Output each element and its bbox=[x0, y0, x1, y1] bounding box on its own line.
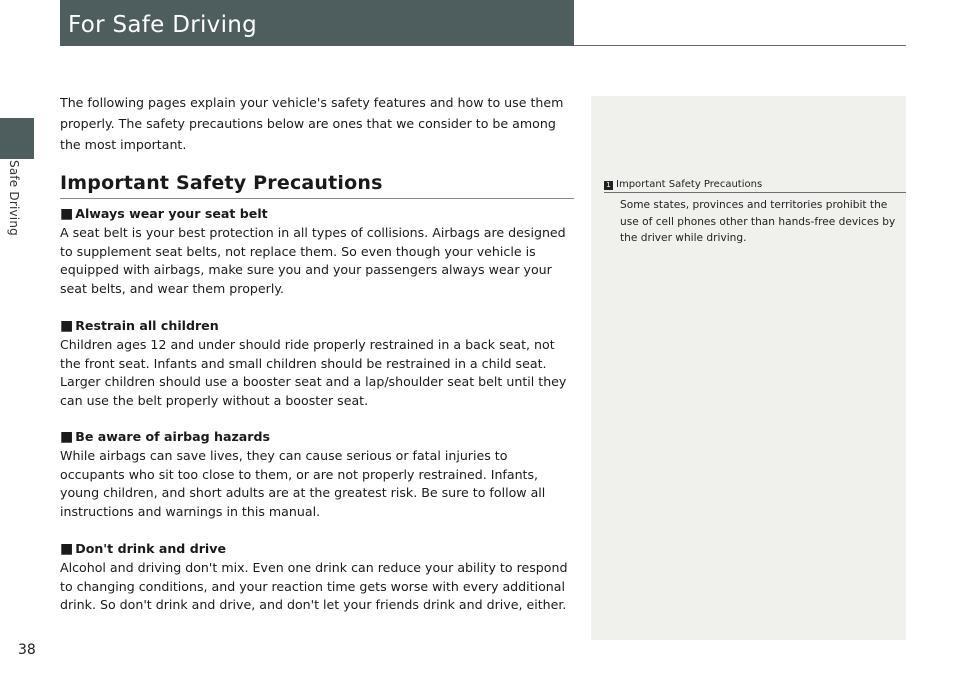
side-note-title: 1 Important Safety Precautions bbox=[604, 178, 762, 191]
side-note-body: Some states, provinces and territories prohibit the use of cell phones other than hands-free devices by the driver while driving. bbox=[620, 199, 896, 244]
section-heading: Important Safety Precautions bbox=[60, 172, 383, 194]
precaution-title: ■ Don't drink and drive bbox=[60, 541, 226, 557]
reference-marker-icon: 1 bbox=[604, 181, 613, 190]
intro-paragraph: The following pages explain your vehicle's safety features and how to use them properly. The safety precautions below are ones that we consider to be among the most important. bbox=[60, 95, 564, 152]
section-rule bbox=[60, 198, 574, 199]
precaution-airbags bbox=[60, 427, 574, 522]
precaution-title: ■ Restrain all children bbox=[60, 318, 219, 334]
square-bullet-icon: ■ bbox=[60, 541, 74, 557]
square-bullet-icon: ■ bbox=[60, 206, 74, 222]
precaution-title: ■ Be aware of airbag hazards bbox=[60, 429, 270, 445]
precaution-seat-belt bbox=[60, 204, 574, 299]
page-number: 38 bbox=[18, 642, 36, 658]
page-title: For Safe Driving bbox=[68, 12, 258, 38]
side-note-rule bbox=[604, 192, 906, 193]
square-bullet-icon: ■ bbox=[60, 429, 74, 445]
precaution-drink-drive bbox=[60, 539, 574, 615]
title-rule bbox=[574, 45, 906, 46]
square-bullet-icon: ■ bbox=[60, 318, 74, 334]
precaution-body: While airbags can save lives, they can cause serious or fatal injuries to occupants who sit too close to them, or are not properly restrained. Infants, young children, and short adults are at the greatest risk. Be sure to follow all instructions and warnings in this manual. bbox=[60, 448, 546, 520]
precaution-body: Alcohol and driving don't mix. Even one drink can reduce your ability to respond to changing conditions, and your reaction time gets worse with every additional drink. So don't drink and drive, and don't let your friends drink and drive, either. bbox=[60, 560, 568, 613]
precaution-title: ■ Always wear your seat belt bbox=[60, 206, 268, 222]
precaution-body: A seat belt is your best protection in all types of collisions. Airbags are designed to supplement seat belts, not replace them. So even though your vehicle is equipped with airbags, make sure you and your passengers always wear your seat belts, and wear them properly. bbox=[60, 225, 566, 297]
precaution-children bbox=[60, 316, 574, 411]
chapter-side-label: Safe Driving bbox=[7, 160, 21, 236]
chapter-tab-marker bbox=[0, 118, 34, 159]
precaution-body: Children ages 12 and under should ride properly restrained in a back seat, not the front seat. Infants and small children should be restrained in a child seat. Larger children should use a booster seat and a lap/shoulder seat belt until they can use the belt properly without a booster seat. bbox=[60, 337, 567, 409]
